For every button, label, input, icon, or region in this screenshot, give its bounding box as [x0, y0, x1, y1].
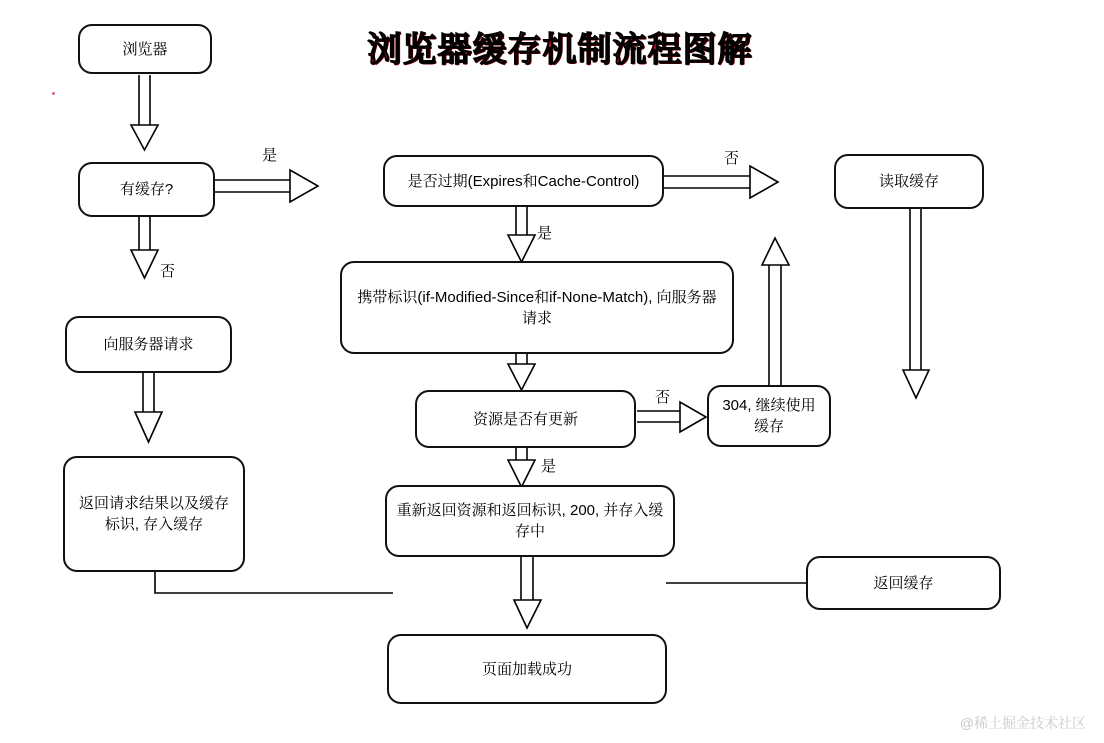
node-request-server-label: 向服务器请求 [103, 336, 194, 353]
edge-label-updated-no: 否 [655, 389, 671, 406]
edge-label-expired-yes: 是 [537, 225, 553, 242]
node-is-expired-label: 是否过期(Expires和Cache-Control) [407, 172, 640, 190]
node-has-cache-label: 有缓存? [119, 181, 174, 198]
node-304-use-cache[interactable] [707, 385, 831, 447]
node-return-cache-label: 返回缓存 [873, 574, 934, 592]
edge-label-expired-no: 否 [724, 150, 740, 167]
node-return-resource-200[interactable] [385, 485, 675, 557]
node-read-cache-label: 读取缓存 [878, 173, 939, 190]
node-resource-updated[interactable] [415, 390, 636, 448]
watermark: @稀土掘金技术社区 [959, 715, 1086, 731]
page-title: 浏览器缓存机制流程图解 [367, 31, 753, 69]
node-return-result[interactable] [63, 456, 245, 572]
node-resource-updated-label: 资源是否有更新 [472, 410, 578, 428]
node-is-expired[interactable] [383, 155, 664, 207]
stray-dot [52, 92, 55, 95]
edge-label-updated-yes: 是 [541, 458, 557, 475]
node-page-loaded-label: 页面加载成功 [481, 660, 572, 678]
node-304-use-cache-label: 304, 继续使用缓存 [722, 397, 816, 435]
node-carry-flag-label: 携带标识(if-Modified-Since和if-None-Match), 向服务器请求 [357, 288, 717, 327]
edge-label-has-cache-no: 否 [160, 263, 176, 280]
node-carry-flag[interactable] [340, 261, 734, 354]
node-browser[interactable] [78, 24, 212, 74]
node-has-cache[interactable] [78, 162, 215, 217]
node-read-cache[interactable] [834, 154, 984, 209]
node-return-result-label: 返回请求结果以及缓存标识, 存入缓存 [78, 495, 229, 533]
node-return-cache[interactable] [806, 556, 1001, 610]
edge-label-has-cache-yes: 是 [262, 147, 278, 164]
node-return-resource-200-label: 重新返回资源和返回标识, 200, 并存入缓存中 [396, 502, 664, 540]
node-request-server[interactable] [65, 316, 232, 373]
node-page-loaded[interactable] [387, 634, 667, 704]
node-browser-label: 浏览器 [122, 40, 168, 58]
